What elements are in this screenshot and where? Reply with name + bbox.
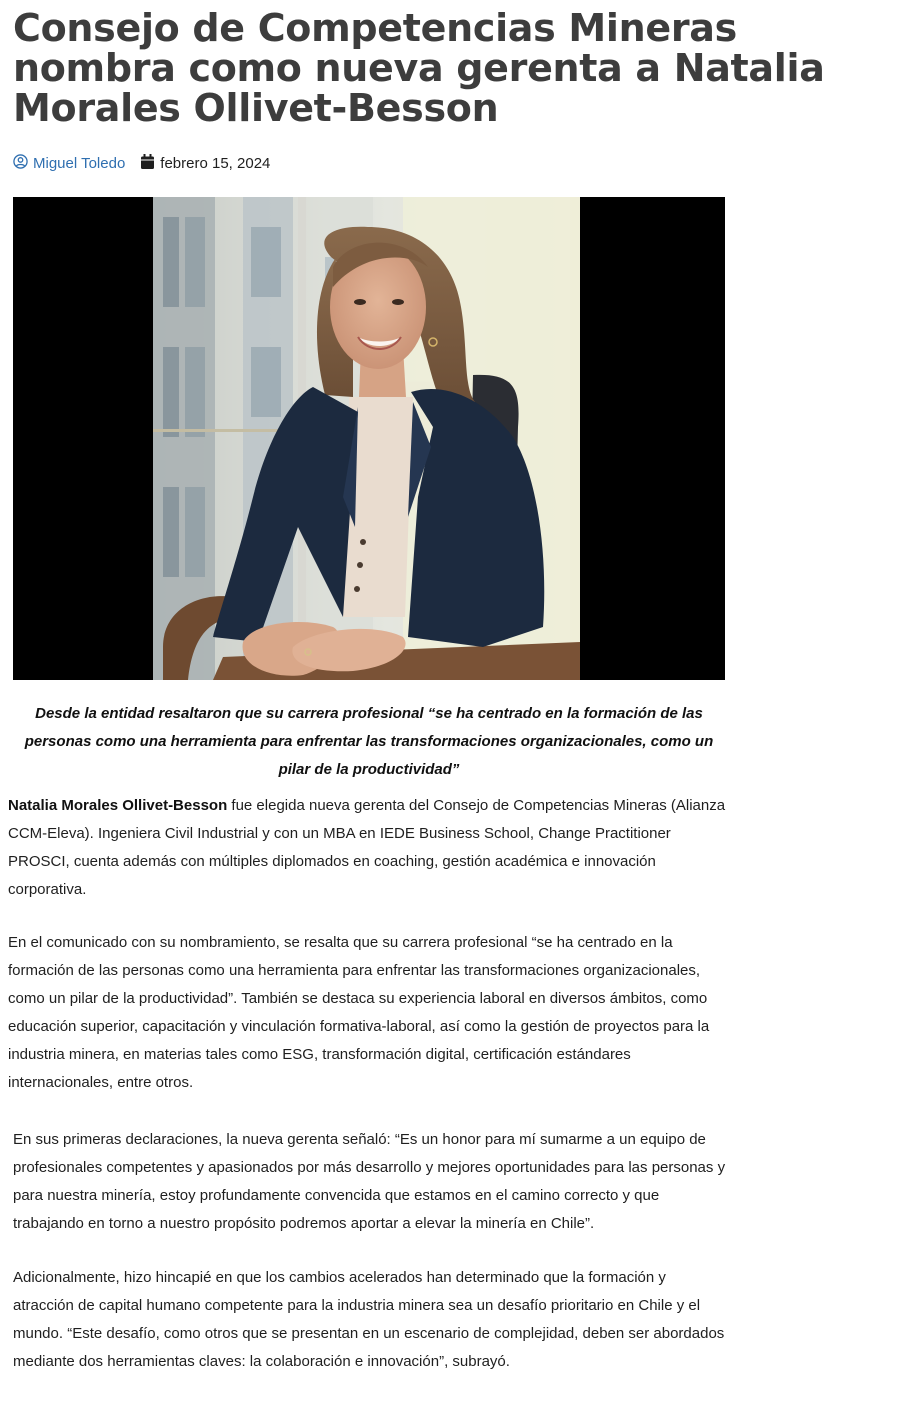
publish-date [141, 154, 270, 173]
article-meta [13, 153, 270, 173]
date-text: febrero 15, 2024 [160, 154, 271, 172]
author-link[interactable] [13, 154, 125, 173]
paragraph-3: En sus primeras declaraciones, la nueva gerenta señaló: “Es un honor para mí sumarme a un equipo de profesionales competentes y apasionados por más desarrollo y mejores oportunidades para las personas y para nuestra minería, estoy profundamente convencida que estamos en el camino correcto y que trabajando en torno a nuestro propósito podremos aportar a elevar la minería en Chile”. [13, 1131, 726, 1232]
user-circle-icon [13, 154, 33, 173]
portrait-photo [13, 197, 725, 680]
paragraph-4: Adicionalmente, hizo hincapié en que los cambios acelerados han determinado que la formación y atracción de capital humano competente para la industria minera sea un desafío prioritario en Chile y el mundo. “Este desafío, como otros que se presentan en un escenario de complejidad, deben ser abordados mediante dos herramientas claves: la colaboración e innovación”, subrayó. [13, 1269, 725, 1370]
paragraph-2: En el comunicado con su nombramiento, se resalta que su carrera profesional “se ha centrado en la formación de las personas como una herramienta para enfrentar las transformaciones organizacionales, como un pilar de la productividad”. También se destaca su experiencia laboral en diversos ámbitos, como educación superior, capacitación y vinculación formativa-laboral, así como la gestión de proyectos para la industria minera, en materias tales como ESG, transformación digital, certificación estándares internacionales, entre otros. [8, 934, 710, 1091]
article-title: Consejo de Competencias Mineras nombra como nueva gerenta a Natalia Morales Ollivet-Besson [13, 6, 825, 130]
paragraph-1 [8, 792, 728, 904]
photo-caption: Desde la entidad resaltaron que su carrera profesional “se ha centrado en la formación de las personas como una herramienta para enfrentar las transformaciones organizacionales, como un pilar de la productividad” [24, 705, 714, 778]
calendar-icon [141, 154, 160, 173]
person-name: Natalia Morales Ollivet-Besson [8, 797, 228, 814]
paragraph-1-text: fue elegida nueva gerenta del Consejo de Competencias Mineras (Alianza CCM-Eleva). Ingeniera Civil Industrial y con un MBA en IEDE Business School, Change Practitioner PROSCI, cuenta además con múltiples diplomados en coaching, gestión académica e innovación corporativa. [8, 797, 726, 898]
author-name: Miguel Toledo [33, 154, 126, 172]
